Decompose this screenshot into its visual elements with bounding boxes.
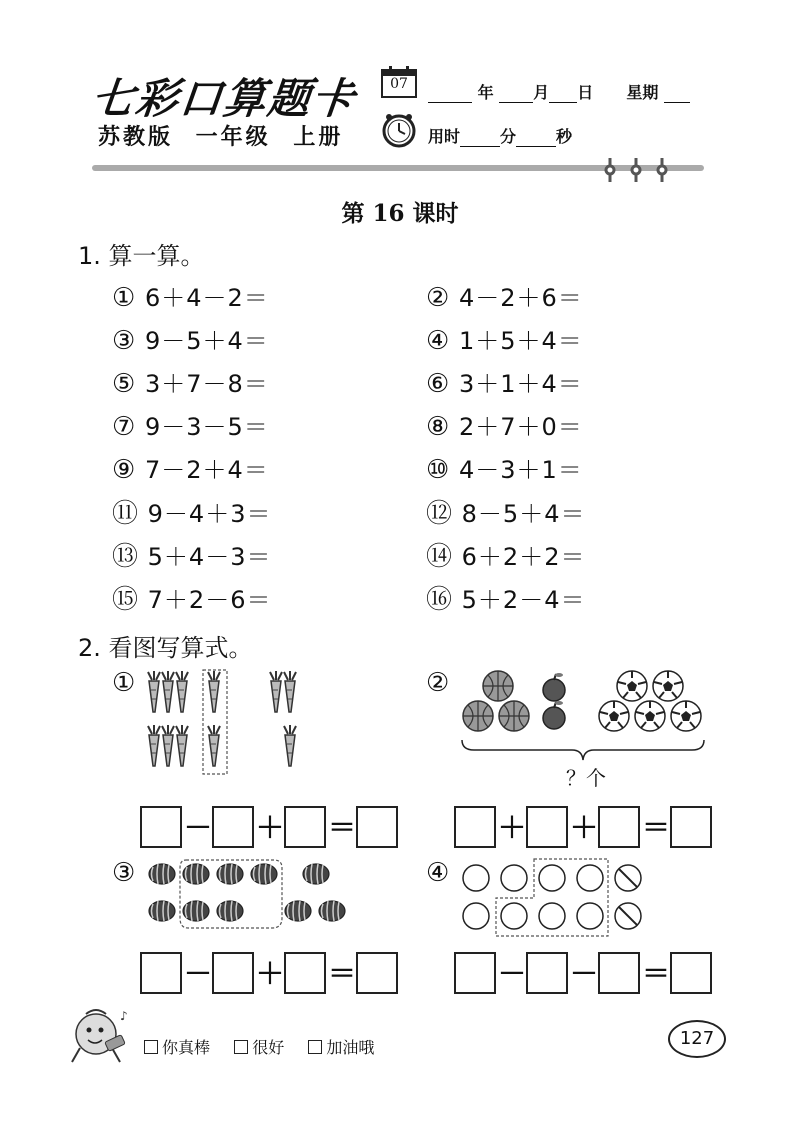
exercise-item bbox=[112, 536, 271, 579]
item-expression[interactable]: 2＋7＋0＝ bbox=[458, 413, 583, 441]
answer-box[interactable] bbox=[670, 952, 712, 994]
operator: － bbox=[570, 957, 599, 990]
day-blank[interactable] bbox=[549, 88, 577, 103]
exercise-item bbox=[112, 321, 271, 364]
checkbox-icon[interactable] bbox=[234, 1040, 248, 1054]
item-number: ⑨ bbox=[112, 455, 137, 485]
item-number: ④ bbox=[426, 326, 451, 356]
item-expression[interactable]: 4－3＋1＝ bbox=[458, 456, 583, 484]
exercise-item bbox=[426, 536, 585, 579]
operator: ＝ bbox=[328, 811, 357, 844]
year-blank[interactable] bbox=[428, 88, 472, 103]
item-number: ⑬ bbox=[112, 542, 140, 572]
item-expression[interactable]: 5＋2－4＝ bbox=[461, 586, 586, 614]
operator: ＋ bbox=[498, 811, 527, 844]
item-expression[interactable]: 5＋4－3＝ bbox=[147, 543, 272, 571]
total-caption: ？个 bbox=[566, 766, 606, 790]
answer-box[interactable] bbox=[454, 806, 496, 848]
item-expression[interactable]: 9－4＋3＝ bbox=[147, 500, 272, 528]
week-label: 星期 bbox=[626, 83, 659, 102]
item-number: ⑤ bbox=[112, 369, 137, 399]
operator: － bbox=[184, 811, 213, 844]
checkbox-icon[interactable] bbox=[144, 1040, 158, 1054]
exercise-item bbox=[426, 364, 585, 407]
month-blank[interactable] bbox=[499, 88, 533, 103]
answer-box[interactable] bbox=[140, 952, 182, 994]
exercise-right-column bbox=[426, 278, 585, 622]
item-expression[interactable]: 7－2＋4＝ bbox=[144, 456, 269, 484]
exercise-item bbox=[426, 278, 585, 321]
date-line bbox=[428, 80, 690, 103]
mascot-icon bbox=[66, 1004, 138, 1068]
item-expression[interactable]: 8－5＋4＝ bbox=[461, 500, 586, 528]
circles-picture bbox=[458, 856, 648, 938]
rating-option[interactable]: 你真棒 bbox=[144, 1038, 210, 1057]
exercise-left-column bbox=[112, 278, 271, 622]
answer-box[interactable] bbox=[598, 952, 640, 994]
minute-blank[interactable] bbox=[460, 132, 500, 147]
item-number: ⑥ bbox=[426, 369, 451, 399]
item-expression[interactable]: 6＋4－2＝ bbox=[144, 284, 269, 312]
problem2-number: ② bbox=[426, 668, 450, 698]
operator: － bbox=[498, 957, 527, 990]
calendar-day: 07 bbox=[390, 76, 408, 92]
section2-title: 2. 看图写算式。 bbox=[78, 634, 253, 662]
item-expression[interactable]: 9－3－5＝ bbox=[144, 413, 269, 441]
month-label: 月 bbox=[533, 83, 550, 102]
item-number: ⑮ bbox=[112, 585, 140, 615]
lesson-title: 第 16 课时 bbox=[341, 200, 459, 227]
carrots-picture bbox=[144, 668, 314, 778]
item-expression[interactable]: 6＋2＋2＝ bbox=[461, 543, 586, 571]
problem4-number: ④ bbox=[426, 858, 450, 888]
answer-box[interactable] bbox=[284, 806, 326, 848]
svg-text:♪: ♪ bbox=[120, 1009, 128, 1023]
answer-box[interactable] bbox=[212, 952, 254, 994]
rating-option[interactable]: 很好 bbox=[234, 1038, 284, 1057]
rating-option[interactable]: 加油哦 bbox=[308, 1038, 374, 1057]
answer-box[interactable] bbox=[670, 806, 712, 848]
second-blank[interactable] bbox=[516, 132, 556, 147]
item-expression[interactable]: 7＋2－6＝ bbox=[147, 586, 272, 614]
problem1-number: ① bbox=[112, 668, 136, 698]
exercise-item bbox=[426, 407, 585, 450]
clock-icon bbox=[381, 112, 417, 148]
second-label: 秒 bbox=[556, 127, 573, 146]
answer-box[interactable] bbox=[284, 952, 326, 994]
answer-box[interactable] bbox=[212, 806, 254, 848]
total-brace bbox=[460, 738, 706, 762]
item-expression[interactable]: 9－5＋4＝ bbox=[144, 327, 269, 355]
answer-box[interactable] bbox=[356, 806, 398, 848]
item-expression[interactable]: 4－2＋6＝ bbox=[458, 284, 583, 312]
operator: ＋ bbox=[256, 957, 285, 990]
exercise-item bbox=[426, 493, 585, 536]
week-blank[interactable] bbox=[664, 88, 690, 103]
edition-label: 苏教版 一年级 上册 bbox=[98, 124, 344, 150]
checkbox-icon[interactable] bbox=[308, 1040, 322, 1054]
answer-box[interactable] bbox=[454, 952, 496, 994]
problem3-number: ③ bbox=[112, 858, 136, 888]
item-number: ⑪ bbox=[112, 499, 140, 529]
item-expression[interactable]: 3＋7－8＝ bbox=[144, 370, 269, 398]
exercise-item bbox=[112, 364, 271, 407]
exercise-item bbox=[426, 321, 585, 364]
day-label: 日 bbox=[577, 83, 594, 102]
operator: ＝ bbox=[642, 957, 671, 990]
year-label: 年 bbox=[477, 83, 494, 102]
rating-options bbox=[144, 1035, 374, 1058]
time-label: 用时 bbox=[428, 127, 461, 146]
exercise-item bbox=[112, 278, 271, 321]
page-number: 127 bbox=[668, 1020, 726, 1058]
item-number: ⑭ bbox=[426, 542, 454, 572]
item-number: ③ bbox=[112, 326, 137, 356]
brand-title: 七彩口算题卡 bbox=[89, 74, 359, 123]
item-number: ② bbox=[426, 283, 451, 313]
operator: ＋ bbox=[570, 811, 599, 844]
exercise-item bbox=[426, 579, 585, 622]
operator: ＋ bbox=[256, 811, 285, 844]
watermelons-picture bbox=[144, 856, 354, 932]
item-expression[interactable]: 3＋1＋4＝ bbox=[458, 370, 583, 398]
exercise-item bbox=[112, 407, 271, 450]
answer-box[interactable] bbox=[526, 806, 568, 848]
item-number: ① bbox=[112, 283, 137, 313]
time-line bbox=[428, 124, 572, 147]
item-number: ⑧ bbox=[426, 412, 451, 442]
operator: － bbox=[184, 957, 213, 990]
item-number: ⑩ bbox=[426, 455, 451, 485]
item-expression[interactable]: 1＋5＋4＝ bbox=[458, 327, 583, 355]
binder-rings bbox=[602, 156, 672, 184]
answer-box[interactable] bbox=[526, 952, 568, 994]
operator: ＝ bbox=[328, 957, 357, 990]
answer-box[interactable] bbox=[598, 806, 640, 848]
operator: ＝ bbox=[642, 811, 671, 844]
minute-label: 分 bbox=[500, 127, 517, 146]
item-number: ⑯ bbox=[426, 585, 454, 615]
item-number: ⑦ bbox=[112, 412, 137, 442]
exercise-item bbox=[426, 450, 585, 493]
exercise-item bbox=[112, 450, 271, 493]
item-number: ⑫ bbox=[426, 499, 454, 529]
section1-title: 1. 算一算。 bbox=[78, 242, 205, 270]
answer-box[interactable] bbox=[356, 952, 398, 994]
answer-box[interactable] bbox=[140, 806, 182, 848]
exercise-item bbox=[112, 493, 271, 536]
exercise-item bbox=[112, 579, 271, 622]
